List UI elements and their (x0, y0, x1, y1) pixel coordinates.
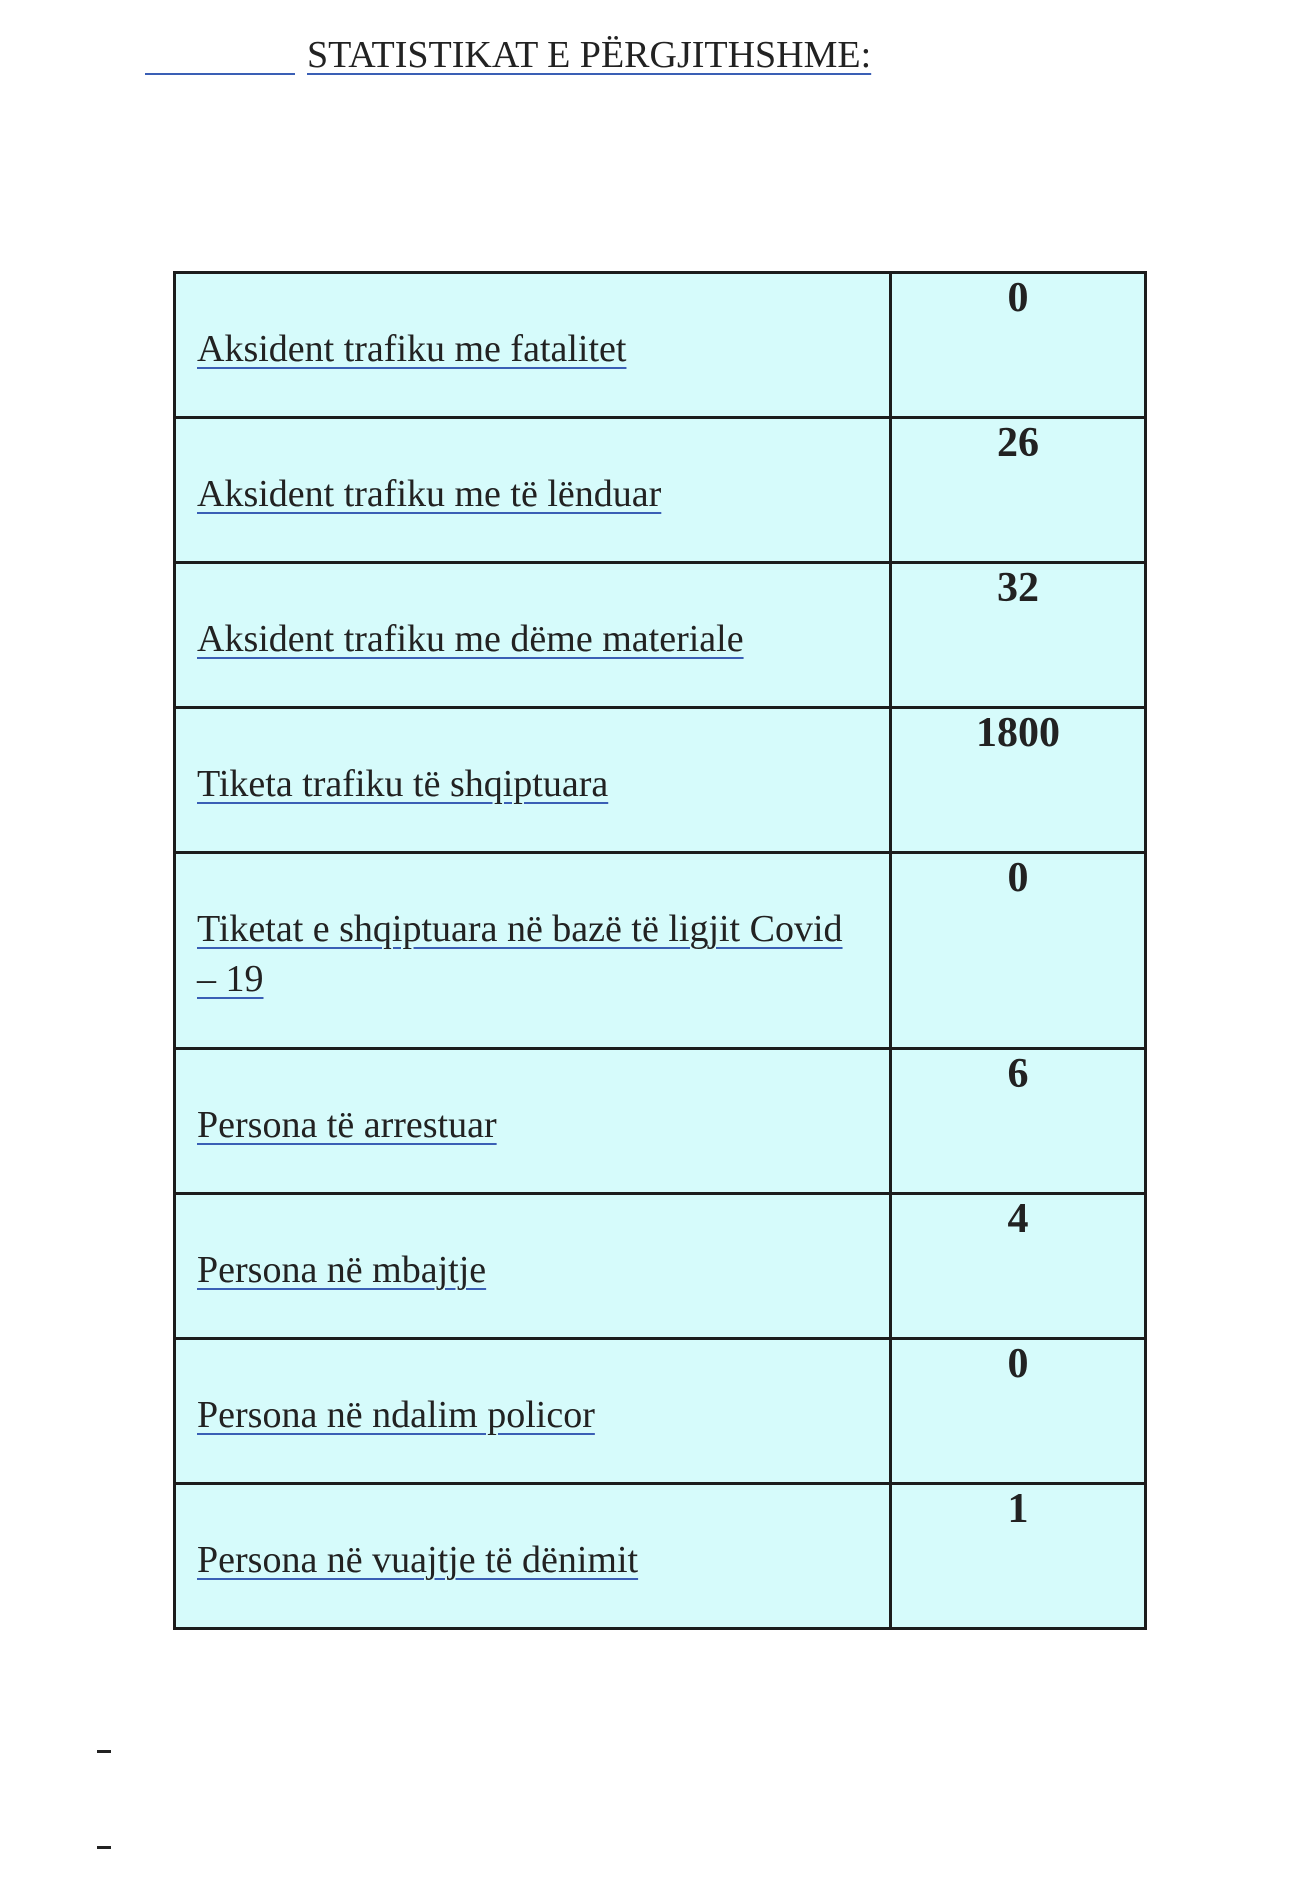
value-cell (891, 273, 1146, 418)
row-label: Persona të arrestuar (197, 1104, 497, 1146)
row-label: Tiketat e shqiptuara në bazë të ligjit Covid – 19 (197, 908, 843, 1000)
row-value: 6 (1007, 1051, 1029, 1097)
list-dash-marker (97, 1846, 111, 1849)
table-row (175, 418, 1146, 563)
row-label: Persona në ndalim policor (197, 1394, 595, 1436)
list-dash-marker (97, 1750, 111, 1753)
row-label: Aksident trafiku me dëme materiale (197, 618, 744, 660)
table-row (175, 1339, 1146, 1484)
value-cell (891, 1194, 1146, 1339)
statistics-table (173, 271, 1147, 1630)
title-underline-lead (145, 30, 295, 75)
table-row (175, 1049, 1146, 1194)
row-value: 1 (1007, 1486, 1029, 1532)
label-cell (175, 1339, 891, 1484)
label-cell (175, 708, 891, 853)
page-title-text: STATISTIKAT E PËRGJITHSHME: (307, 34, 872, 76)
table-row (175, 1484, 1146, 1629)
table-row (175, 1194, 1146, 1339)
row-value: 0 (1007, 1341, 1029, 1387)
value-cell (891, 563, 1146, 708)
table-row (175, 708, 1146, 853)
row-label: Aksident trafiku me të lënduar (197, 473, 662, 515)
page-title (145, 30, 871, 80)
row-label: Persona në mbajtje (197, 1249, 487, 1291)
value-cell (891, 1339, 1146, 1484)
label-cell (175, 1049, 891, 1194)
row-value: 32 (997, 565, 1039, 611)
value-cell (891, 1484, 1146, 1629)
row-value: 26 (997, 420, 1039, 466)
row-label: Tiketa trafiku të shqiptuara (197, 763, 609, 805)
value-cell (891, 418, 1146, 563)
label-cell (175, 563, 891, 708)
row-value: 0 (1007, 855, 1029, 901)
value-cell (891, 708, 1146, 853)
row-label: Aksident trafiku me fatalitet (197, 328, 627, 370)
label-cell (175, 418, 891, 563)
row-value: 1800 (976, 710, 1060, 756)
label-cell (175, 853, 891, 1049)
label-cell (175, 1194, 891, 1339)
table-row (175, 853, 1146, 1049)
label-cell (175, 1484, 891, 1629)
table-row (175, 273, 1146, 418)
row-value: 0 (1007, 275, 1029, 321)
label-cell (175, 273, 891, 418)
value-cell (891, 853, 1146, 1049)
row-value: 4 (1007, 1196, 1029, 1242)
table-row (175, 563, 1146, 708)
value-cell (891, 1049, 1146, 1194)
row-label: Persona në vuajtje të dënimit (197, 1539, 639, 1581)
